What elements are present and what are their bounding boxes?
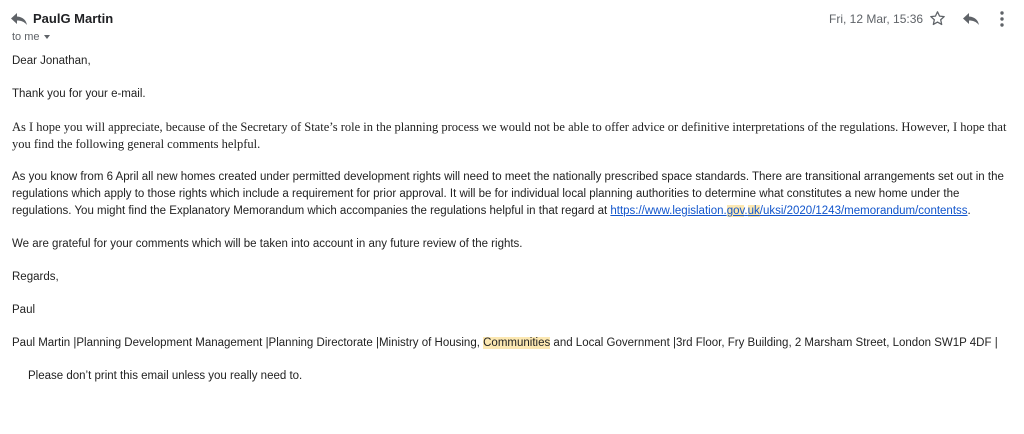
signoff-name: Paul	[12, 304, 36, 316]
reply-icon[interactable]	[962, 12, 980, 26]
signature-pre: Paul Martin |Planning Development Management |Planning Directorate |Ministry of Housing,	[12, 337, 484, 349]
star-icon[interactable]	[929, 10, 946, 27]
link-part-2: /uksi/2020/1243/memorandum/contentss	[759, 205, 968, 217]
paragraph-grateful: We are grateful for your comments which will be taken into account in any future review of the rights.	[12, 238, 523, 250]
email-body	[12, 53, 1012, 385]
paragraph-standards-end: .	[967, 205, 971, 217]
more-vert-icon[interactable]	[999, 10, 1005, 28]
paragraph-standards-text: As you know from 6 April all new homes created under permitted development rights will need to meet the nationally prescribed space standards. There are transitional arrangements set out in the regulations which apply to those rights which include a requirement for prior approval. It will be for individual local planning authorities to determine what constitutes a new home under the regulations. You might find the Explanatory Memorandum which accompanies the regulations helpful in that regard at	[12, 171, 1004, 217]
link-highlight-uk: uk	[747, 205, 760, 217]
signature-post: and Local Government |3rd Floor, Fry Building, 2 Marsham Street, London SW1P 4DF |	[550, 337, 998, 349]
recipient-label: to me	[12, 31, 40, 43]
memorandum-link[interactable]	[610, 205, 967, 217]
signature-highlight: Communities	[483, 337, 551, 349]
signature	[12, 335, 1012, 352]
link-dot: .	[744, 205, 748, 217]
link-highlight-gov: gov	[726, 205, 745, 217]
reply-icon[interactable]	[10, 12, 28, 26]
email-date: Fri, 12 Mar, 15:36	[829, 12, 924, 26]
footer-note: Please don’t print this email unless you really need to.	[28, 370, 303, 382]
link-part-1: https://www.legislation.	[610, 205, 727, 217]
thanks-line: Thank you for your e-mail.	[12, 88, 146, 100]
recipient-dropdown[interactable]	[12, 31, 50, 43]
greeting: Dear Jonathan,	[12, 55, 91, 67]
chevron-down-icon	[44, 35, 50, 39]
sender-name[interactable]: PaulG Martin	[33, 11, 114, 26]
paragraph-advice: As I hope you will appreciate, because of the Secretary of State’s role in the planning process we would not be able to offer advice or definitive interpretations of the regulations. However, I hope that you find the following general comments helpful.	[12, 120, 1007, 151]
email-header	[0, 0, 1024, 44]
paragraph-standards	[12, 169, 1012, 220]
regards: Regards,	[12, 271, 59, 283]
